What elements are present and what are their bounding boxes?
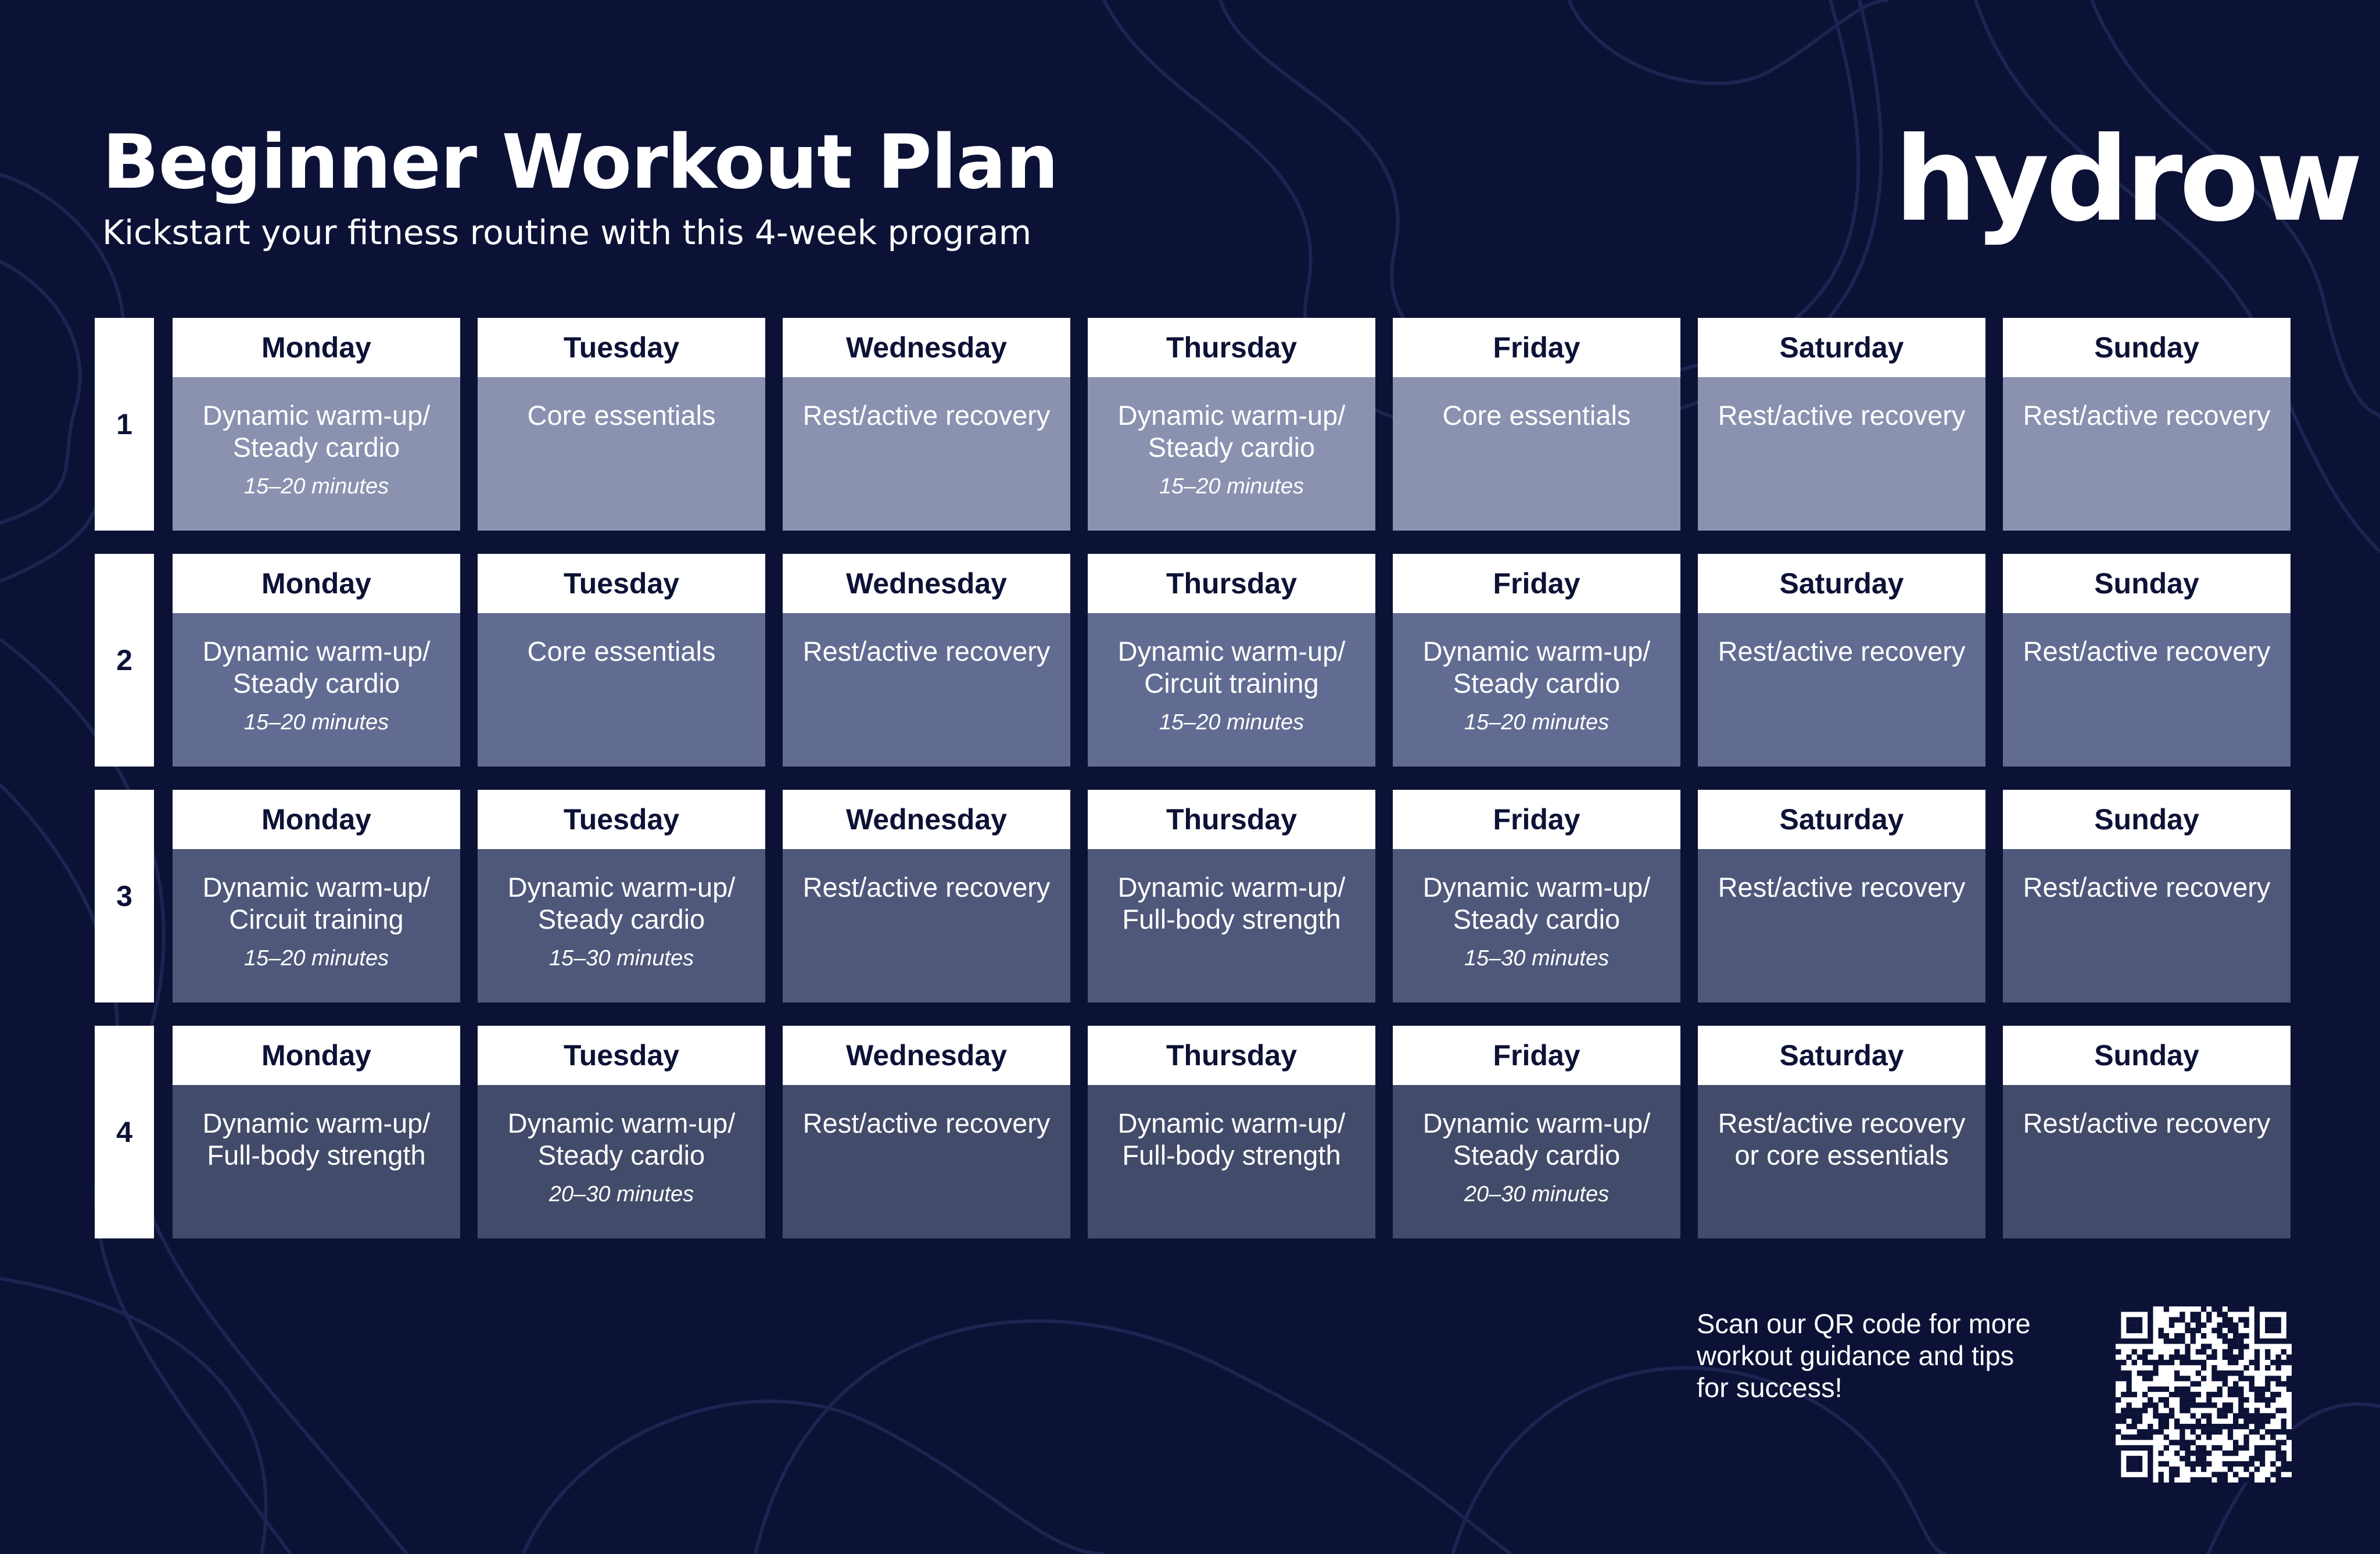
workout-duration: 15–20 minutes <box>243 946 389 971</box>
day-cell <box>478 554 765 767</box>
day-cell <box>1088 554 1375 767</box>
workout-line: Steady cardio <box>1453 1140 1621 1170</box>
day-cell <box>1393 790 1680 1002</box>
workout-description <box>1393 613 1680 767</box>
workout-duration: 15–20 minutes <box>243 710 389 735</box>
workout-line: Steady cardio <box>1453 904 1621 934</box>
workout-description <box>478 1085 765 1238</box>
day-cell <box>1088 318 1375 531</box>
day-header: Saturday <box>1698 790 1985 849</box>
day-header: Wednesday <box>783 554 1070 613</box>
workout-description <box>478 849 765 1002</box>
day-cell <box>2003 1026 2291 1238</box>
workout-duration: 15–20 minutes <box>1464 710 1610 735</box>
day-cell <box>1698 790 1985 1002</box>
workout-description <box>478 377 765 531</box>
day-cell <box>478 318 765 531</box>
workout-line: Rest/active recovery <box>2023 400 2271 431</box>
day-cell <box>1393 554 1680 767</box>
workout-description <box>2003 1085 2291 1238</box>
workout-description <box>783 613 1070 767</box>
day-cell <box>1698 554 1985 767</box>
workout-line: Dynamic warm-up/ <box>1117 636 1346 667</box>
day-header: Wednesday <box>783 1026 1070 1085</box>
qr-caption <box>1697 1308 2092 1403</box>
day-header: Tuesday <box>478 554 765 613</box>
day-header: Thursday <box>1088 1026 1375 1085</box>
workout-line: Dynamic warm-up/ <box>507 872 736 903</box>
workout-line: Core essentials <box>527 636 716 667</box>
day-header: Wednesday <box>783 790 1070 849</box>
day-header: Friday <box>1393 790 1680 849</box>
workout-description <box>1088 613 1375 767</box>
workout-line: Steady cardio <box>537 904 705 934</box>
workout-duration: 15–20 minutes <box>1159 474 1304 499</box>
workout-line: Circuit training <box>229 904 404 934</box>
day-cell <box>1393 318 1680 531</box>
workout-line: Steady cardio <box>232 668 400 699</box>
workout-description <box>783 377 1070 531</box>
workout-description <box>1088 1085 1375 1238</box>
day-header: Sunday <box>2003 1026 2291 1085</box>
workout-line: Dynamic warm-up/ <box>202 1108 431 1138</box>
day-cell <box>1698 1026 1985 1238</box>
workout-duration: 15–20 minutes <box>243 474 389 499</box>
workout-description <box>1698 377 1985 531</box>
day-cell <box>1393 1026 1680 1238</box>
day-cell <box>478 1026 765 1238</box>
day-header: Sunday <box>2003 554 2291 613</box>
day-cell <box>783 790 1070 1002</box>
week-number: 3 <box>95 790 154 1002</box>
page-subtitle: Kickstart your fitness routine with this 4-week program <box>102 213 1032 252</box>
day-header: Monday <box>173 318 460 377</box>
workout-line: Rest/active recovery <box>1718 636 1966 667</box>
day-header: Thursday <box>1088 554 1375 613</box>
day-cell <box>1698 318 1985 531</box>
workout-line: Rest/active recovery <box>2023 872 2271 903</box>
workout-line: Rest/active recovery <box>802 400 1051 431</box>
day-header: Monday <box>173 554 460 613</box>
day-cell <box>173 318 460 531</box>
workout-line: Rest/active recovery <box>1718 400 1966 431</box>
day-header: Friday <box>1393 318 1680 377</box>
workout-description <box>2003 849 2291 1002</box>
workout-description <box>1698 849 1985 1002</box>
workout-line: Dynamic warm-up/ <box>1117 400 1346 431</box>
qr-caption-line: Scan our QR code for more <box>1697 1308 2031 1339</box>
workout-description <box>1698 613 1985 767</box>
workout-duration: 20–30 minutes <box>1464 1182 1610 1206</box>
week-number: 2 <box>95 554 154 767</box>
hydrow-logo: hydrow <box>1894 112 2360 248</box>
day-header: Sunday <box>2003 790 2291 849</box>
day-header: Friday <box>1393 1026 1680 1085</box>
day-header: Tuesday <box>478 318 765 377</box>
workout-line: Dynamic warm-up/ <box>1422 1108 1651 1138</box>
day-header: Monday <box>173 1026 460 1085</box>
workout-description <box>783 849 1070 1002</box>
workout-description <box>1698 1085 1985 1238</box>
week-number: 4 <box>95 1026 154 1238</box>
workout-duration: 15–30 minutes <box>1464 946 1610 971</box>
workout-description <box>173 377 460 531</box>
workout-line: Circuit training <box>1144 668 1319 699</box>
day-header: Thursday <box>1088 790 1375 849</box>
page-title: Beginner Workout Plan <box>102 119 1058 206</box>
workout-line: Dynamic warm-up/ <box>1422 636 1651 667</box>
workout-line: Dynamic warm-up/ <box>1117 872 1346 903</box>
contour-line <box>0 262 80 523</box>
workout-line: Steady cardio <box>1453 668 1621 699</box>
day-header: Tuesday <box>478 1026 765 1085</box>
workout-line: Full-body strength <box>1122 904 1341 934</box>
day-header: Saturday <box>1698 1026 1985 1085</box>
day-header: Sunday <box>2003 318 2291 377</box>
day-cell <box>783 554 1070 767</box>
day-header: Wednesday <box>783 318 1070 377</box>
workout-duration: 15–20 minutes <box>1159 710 1304 735</box>
day-cell <box>478 790 765 1002</box>
contour-line <box>755 1321 1511 1554</box>
workout-description <box>2003 613 2291 767</box>
workout-line: Rest/active recovery <box>802 872 1051 903</box>
workout-description <box>1393 1085 1680 1238</box>
day-header: Thursday <box>1088 318 1375 377</box>
workout-description <box>1088 849 1375 1002</box>
day-cell <box>783 1026 1070 1238</box>
day-cell <box>1088 1026 1375 1238</box>
workout-description <box>173 613 460 767</box>
qr-caption-line: workout guidance and tips <box>1697 1340 2015 1371</box>
workout-description <box>173 1085 460 1238</box>
workout-description <box>1393 377 1680 531</box>
day-header: Tuesday <box>478 790 765 849</box>
workout-description <box>1088 377 1375 531</box>
workout-line: or core essentials <box>1734 1140 1949 1170</box>
workout-line: Dynamic warm-up/ <box>202 400 431 431</box>
workout-line: Full-body strength <box>1122 1140 1341 1170</box>
day-cell <box>2003 790 2291 1002</box>
workout-duration: 15–30 minutes <box>549 946 694 971</box>
workout-line: Dynamic warm-up/ <box>1117 1108 1346 1138</box>
workout-line: Dynamic warm-up/ <box>1422 872 1651 903</box>
workout-line: Dynamic warm-up/ <box>507 1108 736 1138</box>
workout-line: Steady cardio <box>537 1140 705 1170</box>
workout-line: Rest/active recovery <box>802 636 1051 667</box>
contour-line <box>0 1279 266 1554</box>
week-number: 1 <box>95 318 154 531</box>
workout-line: Rest/active recovery <box>1718 1108 1966 1138</box>
day-cell <box>783 318 1070 531</box>
day-cell <box>173 1026 460 1238</box>
qr-caption-line: for success! <box>1697 1372 1843 1403</box>
day-header: Monday <box>173 790 460 849</box>
workout-line: Rest/active recovery <box>2023 636 2271 667</box>
workout-line: Dynamic warm-up/ <box>202 872 431 903</box>
day-cell <box>173 790 460 1002</box>
day-cell <box>173 554 460 767</box>
workout-line: Rest/active recovery <box>802 1108 1051 1138</box>
day-header: Friday <box>1393 554 1680 613</box>
workout-description <box>783 1085 1070 1238</box>
day-header: Saturday <box>1698 318 1985 377</box>
workout-duration: 20–30 minutes <box>549 1182 694 1206</box>
workout-line: Rest/active recovery <box>1718 872 1966 903</box>
workout-line: Full-body strength <box>207 1140 426 1170</box>
workout-line: Dynamic warm-up/ <box>202 636 431 667</box>
workout-description <box>1393 849 1680 1002</box>
workout-description <box>478 613 765 767</box>
workout-line: Core essentials <box>1442 400 1631 431</box>
qr-code-icon[interactable] <box>2116 1306 2292 1483</box>
day-cell <box>2003 554 2291 767</box>
day-cell <box>2003 318 2291 531</box>
workout-description <box>2003 377 2291 531</box>
workout-line: Steady cardio <box>1148 432 1316 463</box>
workout-line: Rest/active recovery <box>2023 1108 2271 1138</box>
day-header: Saturday <box>1698 554 1985 613</box>
workout-line: Steady cardio <box>232 432 400 463</box>
workout-description <box>173 849 460 1002</box>
workout-line: Core essentials <box>527 400 716 431</box>
day-cell <box>1088 790 1375 1002</box>
